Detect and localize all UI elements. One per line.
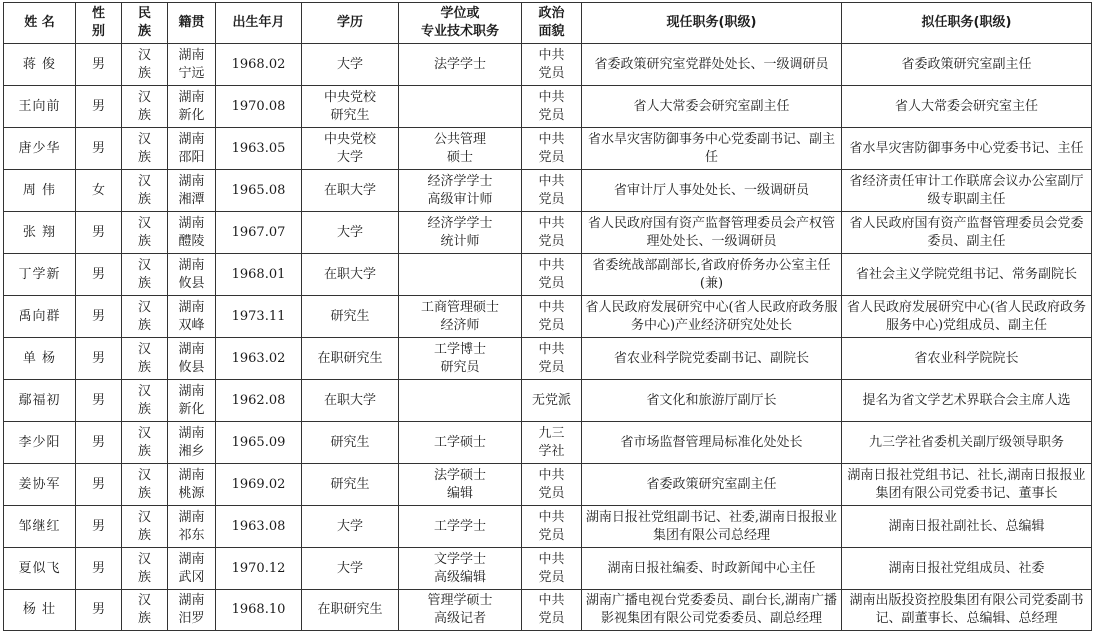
- table-row: [4, 212, 1092, 254]
- birth-date-cell: 1962.08: [216, 380, 302, 422]
- origin-cell: 湖南 攸县: [168, 254, 216, 296]
- gender-cell: 男: [76, 254, 122, 296]
- birth-date-cell: 1969.02: [216, 464, 302, 506]
- table-row: [4, 170, 1092, 212]
- proposed-post-cell: 省人民政府国有资产监督管理委员会党委委员、副主任: [842, 212, 1092, 254]
- party-cell: 中共 党员: [522, 464, 582, 506]
- ethnicity-cell: 汉 族: [122, 464, 168, 506]
- proposed-post-cell: 省农业科学院院长: [842, 338, 1092, 380]
- education-cell: 在职大学: [302, 170, 399, 212]
- origin-cell: 湖南 湘潭: [168, 170, 216, 212]
- current-post-cell: 省文化和旅游厅副厅长: [582, 380, 842, 422]
- birth-date-cell: 1968.02: [216, 44, 302, 86]
- current-post-cell: 省人民政府发展研究中心(省人民政府政务服务中心)产业经济研究处处长: [582, 296, 842, 338]
- current-post-cell: 省市场监督管理局标准化处处长: [582, 422, 842, 464]
- current-post-cell: 湖南日报社党组副书记、社委,湖南日报报业集团有限公司总经理: [582, 506, 842, 548]
- birth-date-cell: 1963.08: [216, 506, 302, 548]
- current-post-cell: 湖南日报社编委、时政新闻中心主任: [582, 548, 842, 590]
- origin-cell: 湖南 祁东: [168, 506, 216, 548]
- name-cell: 杨 壮: [4, 590, 76, 631]
- birth-date-cell: 1968.10: [216, 590, 302, 631]
- proposed-post-cell: 省经济责任审计工作联席会议办公室副厅级专职副主任: [842, 170, 1092, 212]
- gender-cell: 男: [76, 590, 122, 631]
- birth-date-cell: 1963.05: [216, 128, 302, 170]
- birth-date-cell: 1967.07: [216, 212, 302, 254]
- header-party: 政治 面貌: [522, 3, 582, 44]
- origin-cell: 湖南 武冈: [168, 548, 216, 590]
- gender-cell: 男: [76, 548, 122, 590]
- proposed-post-cell: 提名为省文学艺术界联合会主席人选: [842, 380, 1092, 422]
- party-cell: 九三 学社: [522, 422, 582, 464]
- origin-cell: 湖南 新化: [168, 380, 216, 422]
- current-post-cell: 省委政策研究室党群处处长、一级调研员: [582, 44, 842, 86]
- proposed-post-cell: 省社会主义学院党组书记、常务副院长: [842, 254, 1092, 296]
- party-cell: 中共 党员: [522, 170, 582, 212]
- party-cell: 中共 党员: [522, 128, 582, 170]
- gender-cell: 女: [76, 170, 122, 212]
- proposed-post-cell: 湖南日报社党组成员、社委: [842, 548, 1092, 590]
- name-cell: 鄢福初: [4, 380, 76, 422]
- table-row: [4, 464, 1092, 506]
- personnel-table: [3, 2, 1092, 631]
- education-cell: 大学: [302, 212, 399, 254]
- birth-date-cell: 1963.02: [216, 338, 302, 380]
- education-cell: 中央党校 大学: [302, 128, 399, 170]
- degree-cell: [399, 254, 522, 296]
- proposed-post-cell: 省水旱灾害防御事务中心党委书记、主任: [842, 128, 1092, 170]
- name-cell: 周 伟: [4, 170, 76, 212]
- name-cell: 唐少华: [4, 128, 76, 170]
- gender-cell: 男: [76, 422, 122, 464]
- degree-cell: 管理学硕士 高级记者: [399, 590, 522, 631]
- degree-cell: 工学学士: [399, 506, 522, 548]
- header-gender: 性 别: [76, 3, 122, 44]
- header-proposed-post: 拟任职务(职级): [842, 3, 1092, 44]
- gender-cell: 男: [76, 44, 122, 86]
- education-cell: 大学: [302, 44, 399, 86]
- name-cell: 王向前: [4, 86, 76, 128]
- name-cell: 单 杨: [4, 338, 76, 380]
- current-post-cell: 省审计厅人事处处长、一级调研员: [582, 170, 842, 212]
- degree-cell: [399, 380, 522, 422]
- degree-cell: 工学硕士: [399, 422, 522, 464]
- proposed-post-cell: 省人民政府发展研究中心(省人民政府政务服务中心)党组成员、副主任: [842, 296, 1092, 338]
- party-cell: 中共 党员: [522, 254, 582, 296]
- proposed-post-cell: 省委政策研究室副主任: [842, 44, 1092, 86]
- ethnicity-cell: 汉 族: [122, 422, 168, 464]
- current-post-cell: 湖南广播电视台党委委员、副台长,湖南广播影视集团有限公司党委委员、副总经理: [582, 590, 842, 631]
- origin-cell: 湖南 新化: [168, 86, 216, 128]
- header-current-post: 现任职务(职级): [582, 3, 842, 44]
- gender-cell: 男: [76, 338, 122, 380]
- party-cell: 中共 党员: [522, 548, 582, 590]
- header-origin: 籍贯: [168, 3, 216, 44]
- degree-cell: 经济学学士 统计师: [399, 212, 522, 254]
- table-row: [4, 422, 1092, 464]
- origin-cell: 湖南 双峰: [168, 296, 216, 338]
- education-cell: 大学: [302, 506, 399, 548]
- proposed-post-cell: 湖南日报社党组书记、社长,湖南日报报业集团有限公司党委书记、董事长: [842, 464, 1092, 506]
- current-post-cell: 省人民政府国有资产监督管理委员会产权管理处处长、一级调研员: [582, 212, 842, 254]
- proposed-post-cell: 省人大常委会研究室主任: [842, 86, 1092, 128]
- degree-cell: 法学硕士 编辑: [399, 464, 522, 506]
- education-cell: 研究生: [302, 296, 399, 338]
- proposed-post-cell: 九三学社省委机关副厅级领导职务: [842, 422, 1092, 464]
- name-cell: 禹向群: [4, 296, 76, 338]
- name-cell: 丁学新: [4, 254, 76, 296]
- table-row: [4, 548, 1092, 590]
- origin-cell: 湖南 桃源: [168, 464, 216, 506]
- birth-date-cell: 1968.01: [216, 254, 302, 296]
- education-cell: 中央党校 研究生: [302, 86, 399, 128]
- table-row: [4, 86, 1092, 128]
- degree-cell: 文学学士 高级编辑: [399, 548, 522, 590]
- party-cell: 中共 党员: [522, 338, 582, 380]
- table-row: [4, 338, 1092, 380]
- education-cell: 研究生: [302, 464, 399, 506]
- header-degree: 学位或 专业技术职务: [399, 3, 522, 44]
- current-post-cell: 省农业科学院党委副书记、副院长: [582, 338, 842, 380]
- birth-date-cell: 1970.08: [216, 86, 302, 128]
- origin-cell: 湖南 宁远: [168, 44, 216, 86]
- origin-cell: 湖南 湘乡: [168, 422, 216, 464]
- header-name: 姓 名: [4, 3, 76, 44]
- name-cell: 李少阳: [4, 422, 76, 464]
- name-cell: 邹继红: [4, 506, 76, 548]
- table-row: [4, 254, 1092, 296]
- gender-cell: 男: [76, 296, 122, 338]
- header-birth: 出生年月: [216, 3, 302, 44]
- table-row: [4, 590, 1092, 631]
- header-ethnicity: 民 族: [122, 3, 168, 44]
- ethnicity-cell: 汉 族: [122, 86, 168, 128]
- name-cell: 姜协军: [4, 464, 76, 506]
- header-row: [4, 3, 1092, 44]
- gender-cell: 男: [76, 464, 122, 506]
- party-cell: 中共 党员: [522, 212, 582, 254]
- table-row: [4, 506, 1092, 548]
- header-education: 学历: [302, 3, 399, 44]
- ethnicity-cell: 汉 族: [122, 380, 168, 422]
- origin-cell: 湖南 醴陵: [168, 212, 216, 254]
- party-cell: 中共 党员: [522, 590, 582, 631]
- education-cell: 在职研究生: [302, 590, 399, 631]
- origin-cell: 湖南 攸县: [168, 338, 216, 380]
- name-cell: 张 翔: [4, 212, 76, 254]
- birth-date-cell: 1965.09: [216, 422, 302, 464]
- current-post-cell: 省委统战部副部长,省政府侨务办公室主任(兼): [582, 254, 842, 296]
- gender-cell: 男: [76, 212, 122, 254]
- ethnicity-cell: 汉 族: [122, 212, 168, 254]
- birth-date-cell: 1970.12: [216, 548, 302, 590]
- ethnicity-cell: 汉 族: [122, 548, 168, 590]
- education-cell: 在职大学: [302, 254, 399, 296]
- table-body: [4, 44, 1092, 631]
- degree-cell: 工学博士 研究员: [399, 338, 522, 380]
- degree-cell: 法学学士: [399, 44, 522, 86]
- proposed-post-cell: 湖南日报社副社长、总编辑: [842, 506, 1092, 548]
- gender-cell: 男: [76, 86, 122, 128]
- ethnicity-cell: 汉 族: [122, 128, 168, 170]
- name-cell: 夏似飞: [4, 548, 76, 590]
- gender-cell: 男: [76, 128, 122, 170]
- degree-cell: 工商管理硕士 经济师: [399, 296, 522, 338]
- gender-cell: 男: [76, 506, 122, 548]
- current-post-cell: 省人大常委会研究室副主任: [582, 86, 842, 128]
- table-row: [4, 380, 1092, 422]
- degree-cell: 公共管理 硕士: [399, 128, 522, 170]
- party-cell: 中共 党员: [522, 86, 582, 128]
- education-cell: 在职大学: [302, 380, 399, 422]
- education-cell: 在职研究生: [302, 338, 399, 380]
- party-cell: 中共 党员: [522, 296, 582, 338]
- current-post-cell: 省委政策研究室副主任: [582, 464, 842, 506]
- birth-date-cell: 1965.08: [216, 170, 302, 212]
- degree-cell: 经济学学士 高级审计师: [399, 170, 522, 212]
- education-cell: 大学: [302, 548, 399, 590]
- birth-date-cell: 1973.11: [216, 296, 302, 338]
- table-row: [4, 296, 1092, 338]
- table-row: [4, 128, 1092, 170]
- education-cell: 研究生: [302, 422, 399, 464]
- party-cell: 中共 党员: [522, 506, 582, 548]
- degree-cell: [399, 86, 522, 128]
- ethnicity-cell: 汉 族: [122, 170, 168, 212]
- party-cell: 无党派: [522, 380, 582, 422]
- name-cell: 蒋 俊: [4, 44, 76, 86]
- proposed-post-cell: 湖南出版投资控股集团有限公司党委副书记、副董事长、总编辑、总经理: [842, 590, 1092, 631]
- origin-cell: 湖南 邵阳: [168, 128, 216, 170]
- gender-cell: 男: [76, 380, 122, 422]
- current-post-cell: 省水旱灾害防御事务中心党委副书记、副主任: [582, 128, 842, 170]
- party-cell: 中共 党员: [522, 44, 582, 86]
- table-row: [4, 44, 1092, 86]
- ethnicity-cell: 汉 族: [122, 254, 168, 296]
- ethnicity-cell: 汉 族: [122, 296, 168, 338]
- ethnicity-cell: 汉 族: [122, 44, 168, 86]
- ethnicity-cell: 汉 族: [122, 590, 168, 631]
- ethnicity-cell: 汉 族: [122, 338, 168, 380]
- ethnicity-cell: 汉 族: [122, 506, 168, 548]
- origin-cell: 湖南 汨罗: [168, 590, 216, 631]
